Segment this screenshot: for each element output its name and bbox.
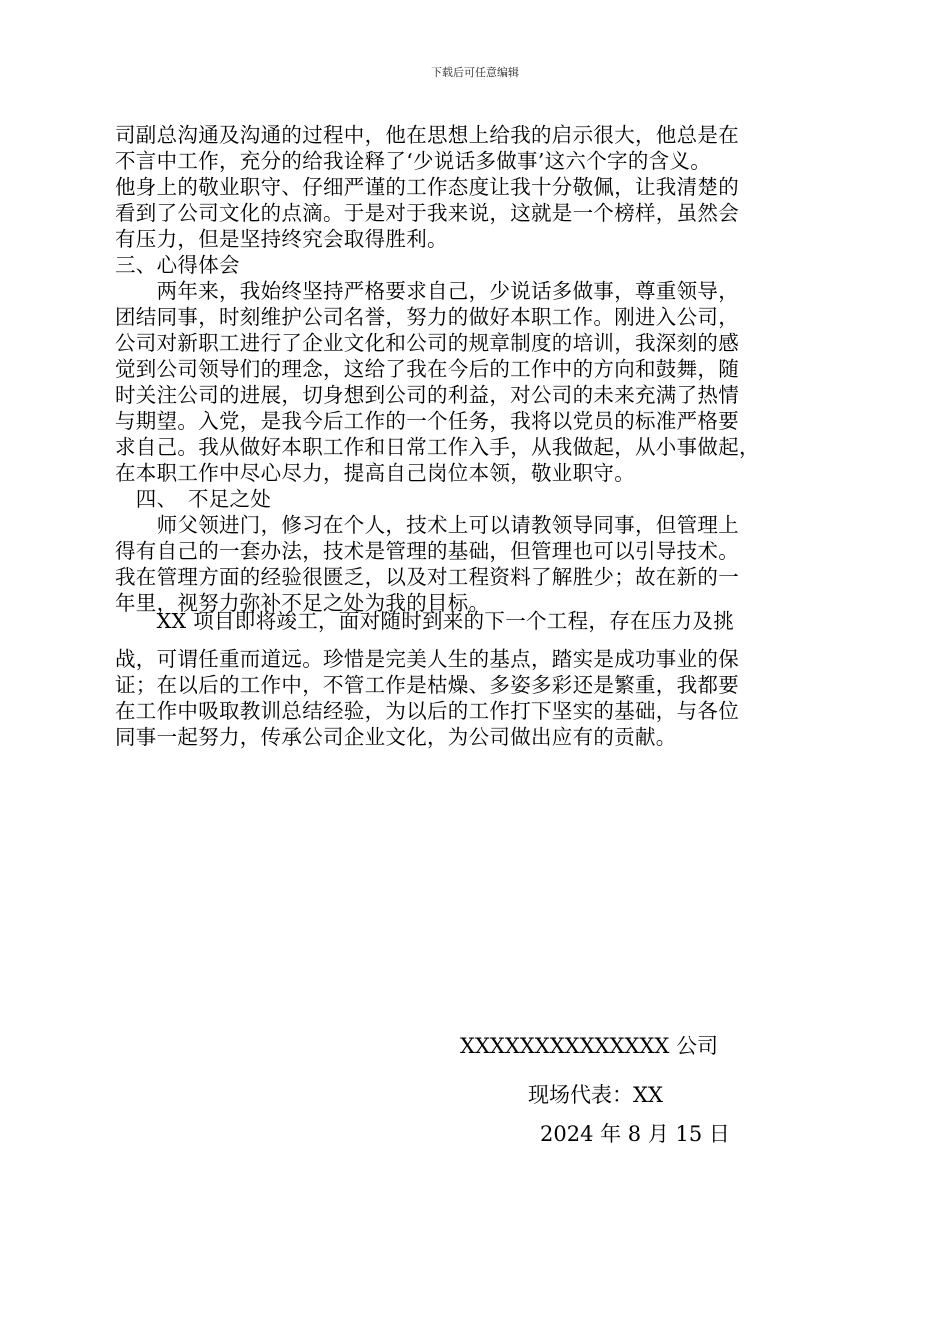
text-line: 年里，视努力弥补不足之处为我的目标。: [115, 591, 490, 615]
text-line: 时关注公司的进展，切身想到公司的利益，对公司的未来充满了热情: [115, 383, 739, 407]
text-line: 师父领进门，修习在个人，技术上可以请教领导同事，但管理上: [115, 513, 739, 537]
text-line: 与期望。入党，是我今后工作的一个任务，我将以党员的标准严格要: [115, 409, 739, 433]
text-line: 团结同事，时刻维护公司名誉，努力的做好本职工作。刚进入公司，: [115, 305, 739, 329]
text-line: 两年来，我始终坚持严格要求自己，少说话多做事，尊重领导，: [115, 279, 739, 303]
text-line: 他身上的敬业职守、仔细严谨的工作态度让我十分敬佩，让我清楚的: [115, 175, 739, 199]
signature-representative: 现场代表：XX: [528, 1083, 663, 1107]
text-line: 不言中工作，充分的给我诠释了‘少说话多做事’这六个字的含义。: [115, 149, 712, 173]
text-line: 求自己。我从做好本职工作和日常工作入手，从我做起，从小事做起，: [115, 435, 760, 459]
section-heading-4: 四、 不足之处: [115, 487, 272, 511]
section-heading-3: 三、心得体会: [115, 253, 240, 277]
closing-paragraph-start: [115, 608, 855, 634]
text-line: 公司对新职工进行了企业文化和公司的规章制度的培训，我深刻的感: [115, 331, 739, 355]
text-line: 司副总沟通及沟通的过程中，他在思想上给我的启示很大，他总是在: [115, 123, 739, 147]
text-line: 有压力，但是坚持终究会取得胜利。: [115, 227, 448, 251]
text-line: 在工作中吸取教训总结经验，为以后的工作打下坚实的基础，与各位: [115, 699, 739, 723]
page-header-note: 下载后可任意编辑: [431, 66, 519, 79]
text-line: 证；在以后的工作中，不管工作是枯燥、多姿多彩还是繁重，我都要: [115, 673, 739, 697]
text-line: 得有自己的一套办法，技术是管理的基础，但管理也可以引导技术。: [115, 539, 739, 563]
text-line: 我在管理方面的经验很匮乏，以及对工程资料了解胜少；故在新的一: [115, 565, 739, 589]
text-line: 战，可谓任重而道远。珍惜是完美人生的基点，踏实是成功事业的保: [115, 647, 739, 671]
text-line: XX 项目即将竣工，面对随时到来的下一个工程，存在压力及挑: [115, 609, 735, 633]
main-paragraphs: [115, 122, 855, 616]
signature-date: 2024 年 8 月 15 日: [540, 1122, 730, 1146]
signature-company: XXXXXXXXXXXXXX 公司: [460, 1034, 718, 1058]
text-line: 觉到公司领导们的理念，这给了我在今后的工作中的方向和鼓舞，随: [115, 357, 739, 381]
text-line: 在本职工作中尽心尽力，提高自己岗位本领，敬业职守。: [115, 461, 635, 485]
text-line: 同事一起努力，传承公司企业文化，为公司做出应有的贡献。: [115, 725, 677, 749]
closing-paragraph: [115, 646, 855, 750]
text-line: 看到了公司文化的点滴。于是对于我来说，这就是一个榜样，虽然会: [115, 201, 739, 225]
